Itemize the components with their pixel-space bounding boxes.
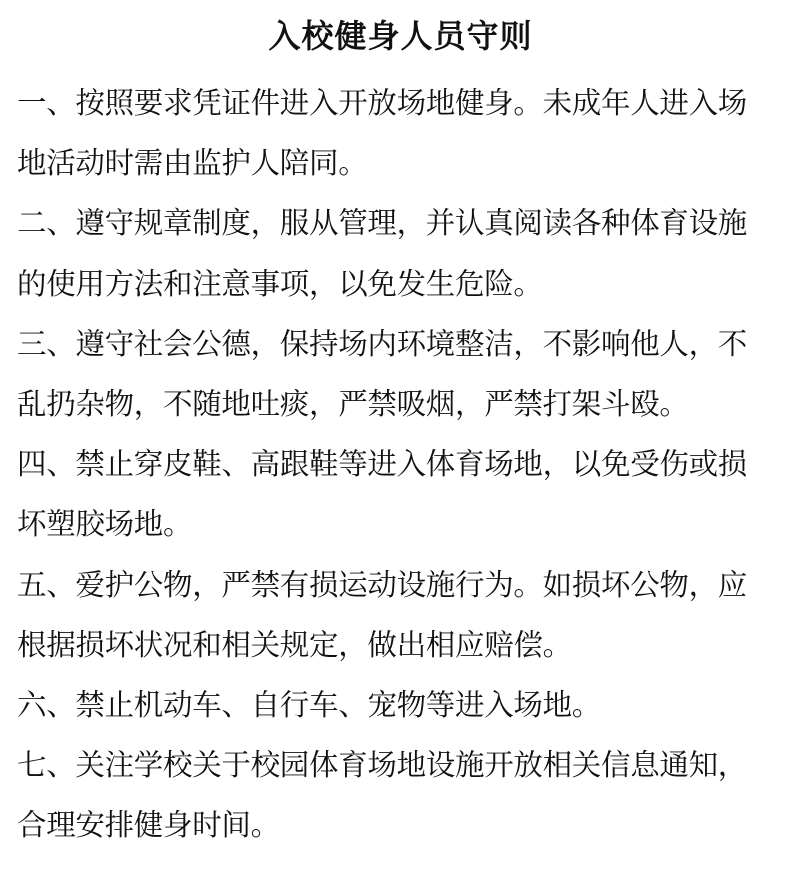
rule-4-line-1: 四、禁止穿皮鞋、高跟鞋等进入体育场地，以免受伤或损 bbox=[17, 447, 748, 482]
rule-7-line-1: 七、关注学校关于校园体育场地设施开放相关信息通知， bbox=[17, 748, 748, 783]
rule-3-line-2: 乱扔杂物，不随地吐痰，严禁吸烟，严禁打架斗殴。 bbox=[17, 386, 689, 421]
rule-2-line-2: 的使用方法和注意事项，以免发生危险。 bbox=[17, 266, 543, 301]
rule-4-line-2: 坏塑胶场地。 bbox=[17, 507, 193, 542]
rule-6-line-1: 六、禁止机动车、自行车、宠物等进入场地。 bbox=[17, 687, 602, 722]
page-title: 入校健身人员守则 bbox=[268, 17, 533, 55]
rules-body bbox=[17, 80, 792, 862]
rule-1-line-1: 一、按照要求凭证件进入开放场地健身。未成年人进入场 bbox=[17, 86, 748, 120]
rule-3-line-1: 三、遵守社会公德，保持场内环境整洁，不影响他人，不 bbox=[17, 326, 748, 361]
rule-7-line-2: 合理安排健身时间。 bbox=[17, 808, 280, 843]
rule-2-line-1: 二、遵守规章制度，服从管理，并认真阅读各种体育设施 bbox=[17, 206, 748, 241]
rule-1-line-2: 地活动时需由监护人陪同。 bbox=[17, 146, 368, 181]
rule-5-line-2: 根据损坏状况和相关规定，做出相应赔偿。 bbox=[17, 627, 572, 662]
rule-5-line-1: 五、爱护公物，严禁有损运动设施行为。如损坏公物，应 bbox=[17, 567, 748, 602]
